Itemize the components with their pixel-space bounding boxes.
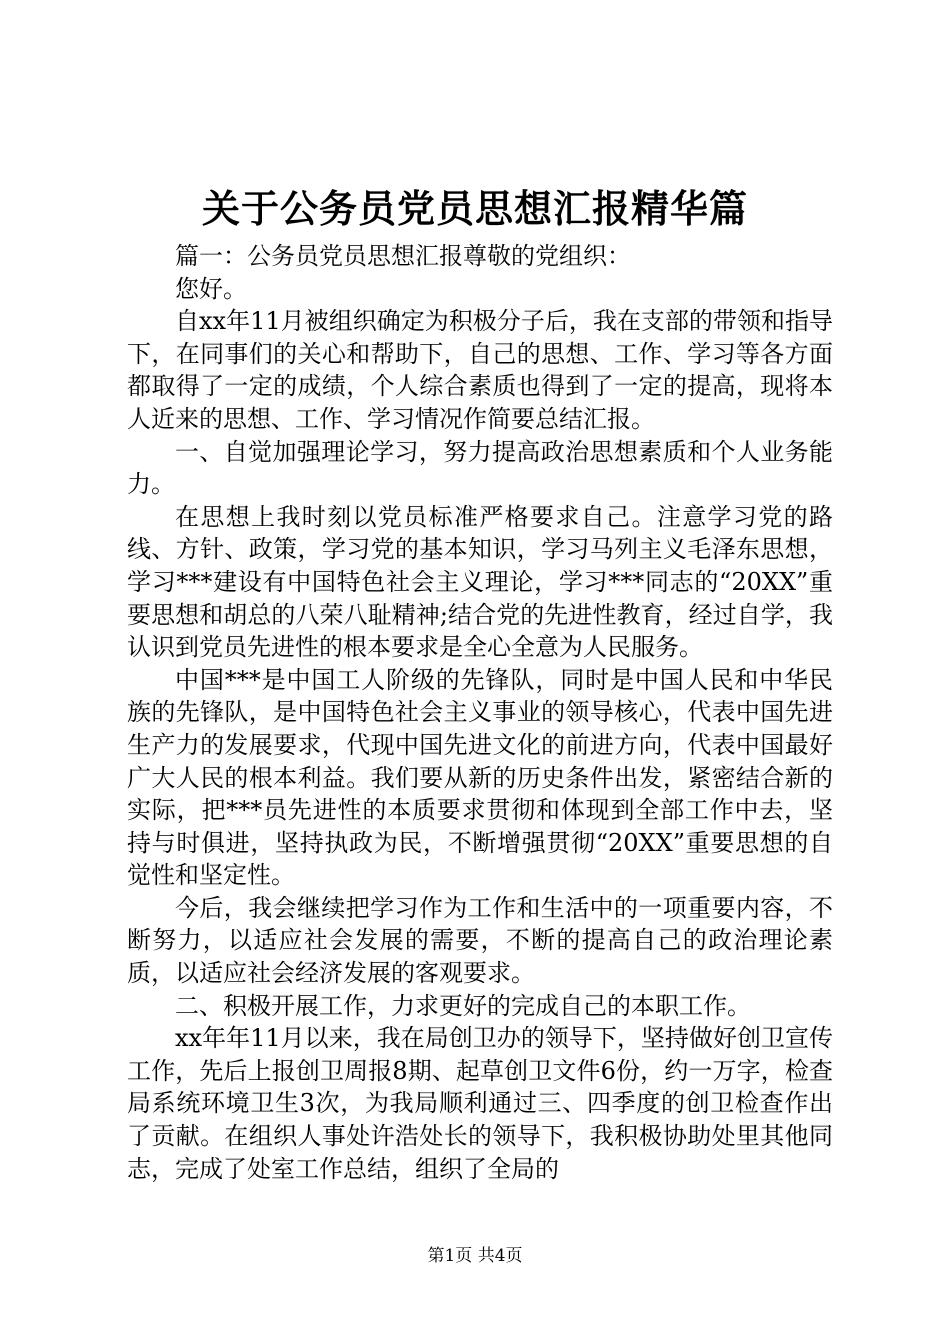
document-title: 关于公务员党员思想汇报精华篇 [201, 186, 748, 231]
page-footer: 第1页 共4页 [427, 1246, 523, 1266]
document-body [127, 240, 833, 1185]
paragraph: 今后，我会继续把学习作为工作和生活中的一项重要内容，不断努力，以适应社会发展的需要，不断的提高自己的政治理论素质，以适应社会经济发展的客观要求。 [127, 893, 833, 988]
paragraph: 篇一：公务员党员思想汇报尊敬的党组织： [175, 242, 631, 270]
paragraph: 在思想上我时刻以党员标准严格要求自己。注意学习党的路线、方针、政策，学习党的基本知识，学习马列主义毛泽东思想，学习***建设有中国特色社会主义理论，学习***同志的“20XX”重要思想和胡总的八荣八耻精神;结合党的先进性教育，经过自学，我认识到党员先进性的根本要求是全心全意为人民服务。 [127, 502, 833, 662]
paragraph: 自xx年11月被组织确定为积极分子后，我在支部的带领和指导下，在同事们的关心和帮助下，自己的思想、工作、学习等各方面都取得了一定的成绩，个人综合素质也得到了一定的提高，现将本人近来的思想、工作、学习情况作简要总结汇报。 [127, 307, 833, 433]
paragraph: 二、积极开展工作，力求更好的完成自己的本职工作。 [175, 991, 751, 1020]
paragraph: 您好。 [175, 274, 247, 303]
paragraph: 一、自觉加强理论学习，努力提高政治思想素质和个人业务能力。 [127, 437, 833, 499]
paragraph: 中国***是中国工人阶级的先锋队，同时是中国人民和中华民族的先锋队，是中国特色社会主义事业的领导核心，代表中国先进生产力的发展要求，代现中国先进文化的前进方向，代表中国最好广大人民的根本利益。我们要从新的历史条件出发，紧密结合新的实际，把***员先进性的本质要求贯彻和体现到全部工作中去，坚持与时俱进，坚持执政为民，不断增强贯彻“20XX”重要思想的自觉性和坚定性。 [127, 665, 833, 890]
paragraph: xx年年11月以来，我在局创卫办的领导下，坚持做好创卫宣传工作，先后上报创卫周报8期、起草创卫文件6份，约一万字，检查局系统环境卫生3次，为我局顺利通过三、四季度的创卫检查作出了贡献。在组织人事处许浩处长的领导下，我积极协助处里其他同志，完成了处室工作总结，组织了全局的 [127, 1024, 833, 1183]
